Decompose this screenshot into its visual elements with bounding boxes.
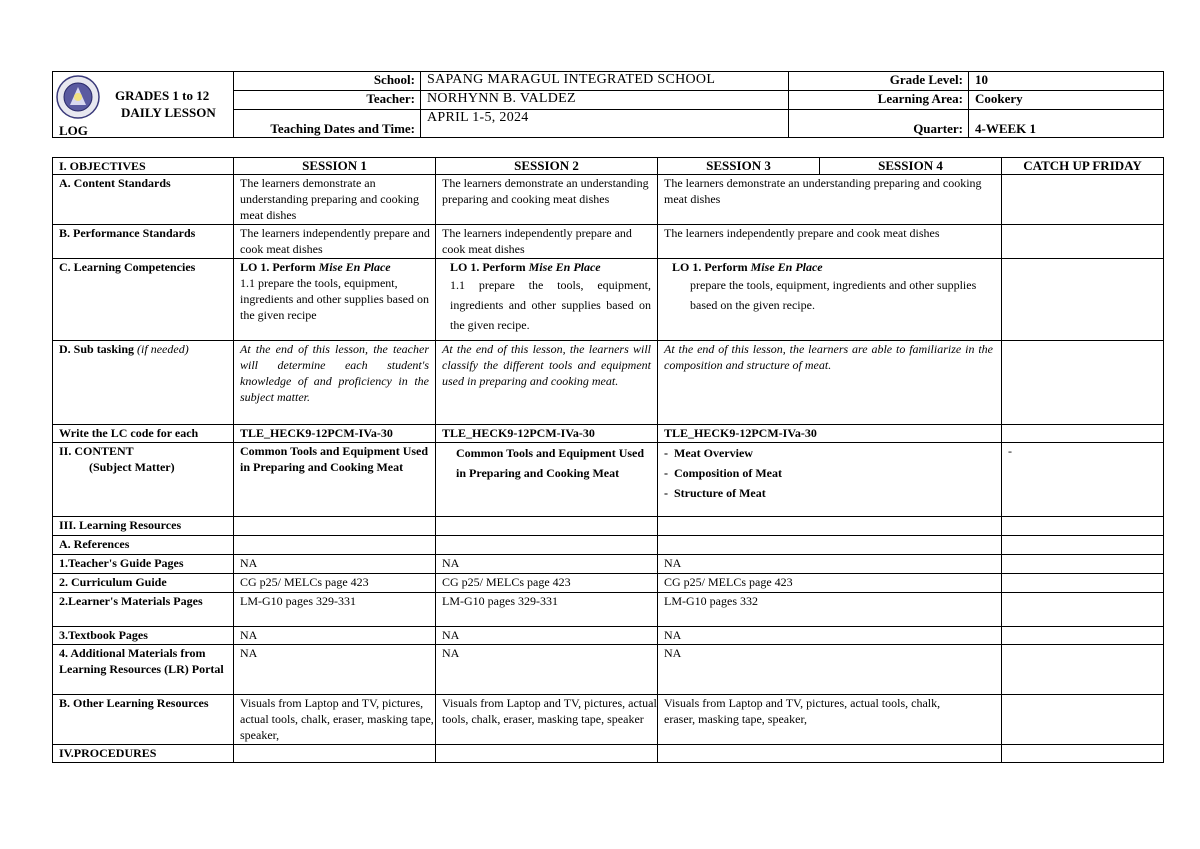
cell-text: The learners independently prepare and cook meat dishes: [658, 225, 1002, 259]
table-row: [53, 695, 1164, 745]
catch-up-cell: -: [1002, 443, 1164, 517]
competency-cell: [436, 259, 658, 341]
quarter-label: Quarter:: [789, 110, 969, 138]
table-row: [53, 425, 1164, 443]
session-1-header: SESSION 1: [234, 158, 436, 175]
table-row: [53, 555, 1164, 574]
cell-text: NA: [234, 627, 436, 645]
lesson-table: [52, 157, 1164, 763]
table-row: [53, 593, 1164, 627]
row-label: A. References: [53, 536, 234, 555]
lo-prefix: LO 1. Perform: [672, 260, 751, 274]
cell-text: The learners demonstrate an understanding preparing and cooking meat dishes: [658, 175, 1002, 225]
session-4-header: SESSION 4: [820, 158, 1002, 175]
header-table: [52, 71, 1164, 138]
cell-text: The learners independently prepare and cook meat dishes: [436, 225, 658, 259]
cell-text: Visuals from Laptop and TV, pictures, actual tools, chalk, eraser, masking tape, speaker: [436, 695, 658, 745]
lo-prefix: LO 1. Perform: [450, 260, 529, 274]
cell-text: NA: [234, 555, 436, 574]
table-row: [53, 443, 1164, 517]
grades-title: GRADES 1 to 12: [115, 88, 210, 103]
teacher-label: Teacher:: [234, 91, 421, 110]
row-label: 1.Teacher's Guide Pages: [53, 555, 234, 574]
log-title: LOG: [59, 123, 88, 138]
lo-prefix: LO 1. Perform: [240, 260, 319, 274]
row-label: 2. Curriculum Guide: [53, 574, 234, 593]
catch-up-cell: [1002, 175, 1164, 225]
lo-italic: Mise En Place: [750, 260, 823, 274]
row-label: B. Performance Standards: [53, 225, 234, 259]
cell-text: CG p25/ MELCs page 423: [436, 574, 658, 593]
learning-area-label: Learning Area:: [789, 91, 969, 110]
cell-text: The learners demonstrate an understanding preparing and cooking meat dishes: [234, 175, 436, 225]
cell-text: The learners demonstrate an understanding preparing and cooking meat dishes: [436, 175, 658, 225]
row-label: III. Learning Resources: [53, 517, 234, 536]
catch-up-cell: [1002, 425, 1164, 443]
daily-lesson-title: DAILY LESSON: [121, 105, 216, 120]
row-label: 4. Additional Materials from Learning Resources (LR) Portal: [53, 645, 234, 695]
row-label: A. Content Standards: [53, 175, 234, 225]
table-row: [53, 645, 1164, 695]
session-3-header: SESSION 3: [658, 158, 820, 175]
row-label: Write the LC code for each: [53, 425, 234, 443]
table-row: [53, 745, 1164, 763]
dates-label: Teaching Dates and Time:: [234, 110, 421, 138]
deped-seal-icon: [56, 75, 100, 119]
row-label: C. Learning Competencies: [53, 259, 234, 341]
cell-text: At the end of this lesson, the learners are able to familiarize in the composition and structure of meat.: [658, 341, 1002, 425]
row-label: 2.Learner's Materials Pages: [53, 593, 234, 627]
table-row: [53, 536, 1164, 555]
school-label: School:: [234, 72, 421, 91]
table-row: [53, 175, 1164, 225]
lc-code: TLE_HECK9-12PCM-IVa-30: [658, 425, 1002, 443]
cell-text: NA: [658, 627, 1002, 645]
catch-up-cell: [1002, 341, 1164, 425]
table-row: [53, 574, 1164, 593]
list-item: - Structure of Meat: [664, 486, 766, 500]
list-item: - Composition of Meat: [664, 466, 782, 480]
column-header-row: [53, 158, 1164, 175]
teacher-value: NORHYNN B. VALDEZ: [421, 91, 789, 110]
session-2-header: SESSION 2: [436, 158, 658, 175]
competency-text: 1.1 prepare the tools, equipment, ingredients and other supplies based on the given recipe.: [450, 278, 651, 332]
table-row: [53, 517, 1164, 536]
competency-text: prepare the tools, equipment, ingredients and other supplies based on the given recipe.: [690, 278, 977, 312]
cell-text: LM-G10 pages 329-331: [436, 593, 658, 627]
cell-text: The learners independently prepare and cook meat dishes: [234, 225, 436, 259]
table-row: [53, 341, 1164, 425]
objectives-header: I. OBJECTIVES: [53, 158, 234, 175]
quarter-value: 4-WEEK 1: [969, 110, 1164, 138]
lo-italic: Mise En Place: [318, 260, 391, 274]
cell-text: NA: [436, 555, 658, 574]
lc-code: TLE_HECK9-12PCM-IVa-30: [436, 425, 658, 443]
row-label: D. Sub tasking (if needed): [53, 341, 234, 425]
table-row: [53, 259, 1164, 341]
catch-up-cell: [1002, 259, 1164, 341]
cell-text: NA: [436, 627, 658, 645]
cell-text: NA: [658, 645, 1002, 695]
cell-text: Visuals from Laptop and TV, pictures, actual tools, chalk, eraser, masking tape, speaker,: [658, 695, 1002, 745]
cell-text: NA: [658, 555, 1002, 574]
row-label: B. Other Learning Resources: [53, 695, 234, 745]
lc-code: TLE_HECK9-12PCM-IVa-30: [234, 425, 436, 443]
content-topic: Common Tools and Equipment Used in Preparing and Cooking Meat: [234, 443, 436, 517]
cell-text: LM-G10 pages 329-331: [234, 593, 436, 627]
content-topic-list: [658, 443, 1002, 517]
cell-text: At the end of this lesson, the learners will classify the different tools and equipment used in preparing and cooking meat.: [436, 341, 658, 425]
catch-up-friday-header: CATCH UP FRIDAY: [1002, 158, 1164, 175]
cell-text: At the end of this lesson, the teacher will determine each student's knowledge of and proficiency in the subject matter.: [234, 341, 436, 425]
competency-cell: [658, 259, 1002, 341]
row-label: IV.PROCEDURES: [53, 745, 234, 763]
dates-value: APRIL 1-5, 2024: [421, 110, 789, 138]
competency-text: 1.1 prepare the tools, equipment, ingredients and other supplies based on the given recipe: [240, 276, 429, 322]
cell-text: CG p25/ MELCs page 423: [234, 574, 436, 593]
grade-level-label: Grade Level:: [789, 72, 969, 91]
cell-text: CG p25/ MELCs page 423: [658, 574, 1002, 593]
logo-cell: [53, 72, 234, 138]
list-item: - Meat Overview: [664, 446, 753, 460]
lo-italic: Mise En Place: [528, 260, 601, 274]
grade-level-value: 10: [969, 72, 1164, 91]
row-label: 3.Textbook Pages: [53, 627, 234, 645]
catch-up-cell: [1002, 225, 1164, 259]
learning-area-value: Cookery: [969, 91, 1164, 110]
table-row: [53, 225, 1164, 259]
cell-text: Visuals from Laptop and TV, pictures, actual tools, chalk, eraser, masking tape, speaker,: [234, 695, 436, 745]
cell-text: NA: [436, 645, 658, 695]
cell-text: LM-G10 pages 332: [658, 593, 1002, 627]
competency-cell: [234, 259, 436, 341]
table-row: [53, 627, 1164, 645]
row-label: II. CONTENT (Subject Matter): [53, 443, 234, 517]
school-value: SAPANG MARAGUL INTEGRATED SCHOOL: [421, 72, 789, 91]
cell-text: NA: [234, 645, 436, 695]
content-topic: Common Tools and Equipment Used in Preparing and Cooking Meat: [436, 443, 658, 517]
